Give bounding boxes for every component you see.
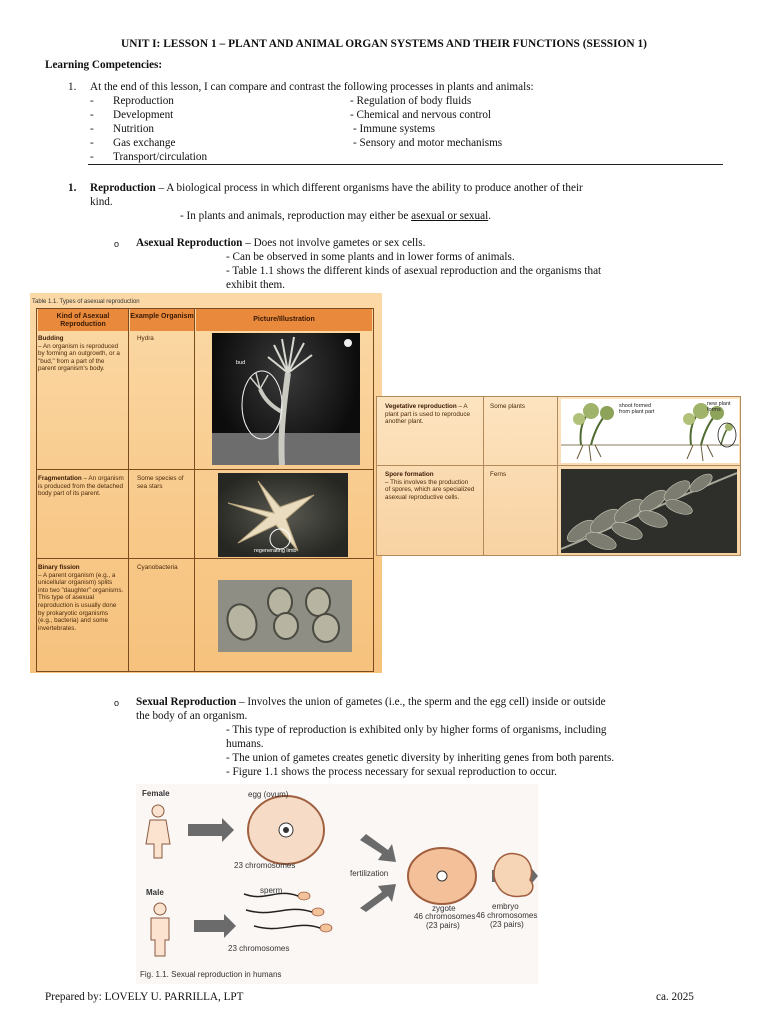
table-cell: [385, 471, 475, 501]
zygote-pairs: (23 pairs): [426, 921, 460, 930]
illustration-label: new plant forms: [707, 401, 731, 413]
note-underlined: asexual or sexual: [411, 210, 489, 222]
table-header: Picture/Illustration: [196, 309, 372, 331]
dash: -: [90, 109, 94, 121]
definition-text: – A biological process in which different organisms have the ability to produce another of their: [155, 182, 583, 194]
date: ca. 2025: [656, 991, 694, 1003]
asexual-definition: [136, 236, 425, 250]
column-divider: [128, 308, 129, 672]
zygote-chromosomes: 46 chromosomes: [414, 912, 476, 921]
table-cell: [385, 403, 475, 426]
row-divider: [36, 469, 374, 470]
embryo-pairs: (23 pairs): [490, 920, 524, 929]
cyanobacteria-illustration: [218, 580, 352, 652]
sexual-line: humans.: [226, 738, 264, 750]
dash: -: [90, 137, 94, 149]
asexual-table-continued: [376, 396, 741, 556]
note-end: .: [488, 210, 491, 222]
competency-item: Gas exchange: [113, 137, 176, 149]
competency-intro: At the end of this lesson, I can compare and contrast the following processes in plants and animals:: [90, 81, 534, 93]
sexual-line: - This type of reproduction is exhibited only by higher forms of organisms, including: [226, 724, 607, 736]
competency-item: - Regulation of body fluids: [350, 95, 472, 107]
competency-item: Reproduction: [113, 95, 174, 107]
vegetative-illustration: [561, 399, 739, 463]
fern-photo: [561, 469, 737, 553]
sea-star-illustration: [218, 473, 348, 557]
competency-item: Transport/circulation: [113, 151, 208, 163]
asexual-line: - Can be observed in some plants and in lower forms of animals.: [226, 251, 515, 263]
zygote-label: zygote: [432, 904, 456, 913]
note-text: - In plants and animals, reproduction may either be: [180, 210, 412, 222]
bullet: o: [114, 698, 120, 708]
sexual-definition: [136, 695, 606, 709]
bullet: o: [114, 239, 120, 249]
reproduction-definition: [90, 181, 583, 195]
hydra-photo: [212, 333, 360, 465]
competency-item: Development: [113, 109, 174, 121]
table-header: Example Organism: [130, 309, 194, 331]
table-caption: Table 1.1. Types of asexual reproduction: [32, 299, 140, 305]
row-desc: – A parent organism (e.g., a unicellular organism) splits into two "daughter" organisms. This type of asexual reproduction is usually done by prokaryotic organisms (e.g., bacteria) and some invertebrates.: [38, 571, 124, 632]
table-cell: Some plants: [490, 403, 526, 410]
row-desc: – An organism is reproduced by forming an outgrowth, or a "bud," from a part of the parent organism's body.: [38, 342, 120, 373]
row-kind: Budding: [38, 335, 64, 342]
table-cell: Cyanobacteria: [137, 564, 178, 571]
competency-item: Nutrition: [113, 123, 155, 135]
competencies-heading: Learning Competencies:: [45, 59, 163, 71]
column-divider: [557, 397, 558, 555]
sexual-def-cont: the body of an organism.: [136, 710, 248, 722]
table-cell: [38, 475, 124, 498]
sexual-def: – Involves the union of gametes (i.e., the sperm and the egg cell) inside or outside: [236, 696, 606, 708]
female-label: Female: [142, 789, 170, 798]
dash: -: [90, 95, 94, 107]
egg-chromosomes: 23 chromosomes: [234, 861, 296, 870]
sexual-term: Sexual Reproduction: [136, 696, 237, 708]
egg-label: egg (ovum): [248, 790, 289, 799]
competency-item: - Chemical and nervous control: [350, 109, 492, 121]
asexual-term: Asexual Reproduction: [136, 237, 243, 249]
row-desc: – A plant part is used to reproduce another plant.: [385, 403, 471, 426]
section-number: 1.: [68, 182, 77, 194]
illustration-label: shoot formed from plant part: [619, 403, 655, 415]
row-kind: Vegetative reproduction: [385, 403, 457, 410]
dash: -: [90, 123, 94, 135]
sexual-line: - Figure 1.1 shows the process necessary for sexual reproduction to occur.: [226, 766, 557, 778]
sexual-line: - The union of gametes creates genetic diversity by inheriting genes from both parents.: [226, 752, 615, 764]
reproduction-note: [180, 209, 491, 223]
hydra-illustration: [212, 333, 360, 465]
column-divider: [483, 397, 484, 555]
divider: [88, 164, 723, 165]
photo-label: regenerating limb: [254, 548, 297, 554]
definition-text-cont: kind.: [90, 196, 113, 208]
male-label: Male: [146, 888, 164, 897]
competency-number: 1.: [68, 81, 77, 93]
figure-graphics: [136, 784, 538, 984]
row-kind: Binary fission: [38, 564, 80, 571]
page-title: UNIT I: LESSON 1 – PLANT AND ANIMAL ORGAN SYSTEMS AND THEIR FUNCTIONS (SESSION 1): [121, 38, 647, 50]
table-cell: Some species of sea stars: [137, 475, 184, 490]
row-divider: [36, 558, 374, 559]
column-divider: [194, 308, 195, 672]
dash: -: [90, 151, 94, 163]
cyanobacteria-photo: [218, 580, 352, 652]
sperm-chromosomes: 23 chromosomes: [228, 944, 290, 953]
fern-illustration: [561, 469, 737, 553]
table-header: Kind of Asexual Reproduction: [38, 309, 128, 331]
embryo-chromosomes: 46 chromosomes: [476, 911, 538, 920]
reproduction-term: Reproduction: [90, 182, 156, 194]
asexual-line: - Table 1.1 shows the different kinds of asexual reproduction and the organisms that: [226, 265, 602, 277]
row-desc: – This involves the production of spores, which are specialized asexual reproductive cells.: [385, 478, 475, 501]
row-kind: Fragmentation: [38, 475, 82, 482]
sperm-label: sperm: [260, 886, 283, 895]
fertilization-label: fertilization: [350, 869, 389, 878]
row-divider: [377, 465, 740, 466]
competency-item: - Immune systems: [353, 123, 436, 135]
figure-caption: Fig. 1.1. Sexual reproduction in humans: [140, 970, 282, 979]
sexual-reproduction-figure: [136, 784, 538, 984]
table-cell: [38, 564, 124, 632]
asexual-table: [30, 293, 382, 673]
sea-star-photo: [218, 473, 348, 557]
prepared-by: Prepared by: LOVELY U. PARRILLA, LPT: [45, 991, 244, 1003]
table-cell: Ferns: [490, 471, 507, 478]
table-cell: [38, 335, 124, 373]
embryo-label: embryo: [492, 902, 519, 911]
row-kind: Spore formation: [385, 471, 434, 478]
asexual-def: – Does not involve gametes or sex cells.: [242, 237, 426, 249]
competency-item: - Sensory and motor mechanisms: [353, 137, 503, 149]
photo-label: bud: [236, 360, 246, 366]
table-cell: Hydra: [137, 335, 154, 342]
row-desc: – An organism is produced from the detached body part of its parent.: [38, 475, 124, 498]
asexual-line: exhibit them.: [226, 279, 286, 291]
